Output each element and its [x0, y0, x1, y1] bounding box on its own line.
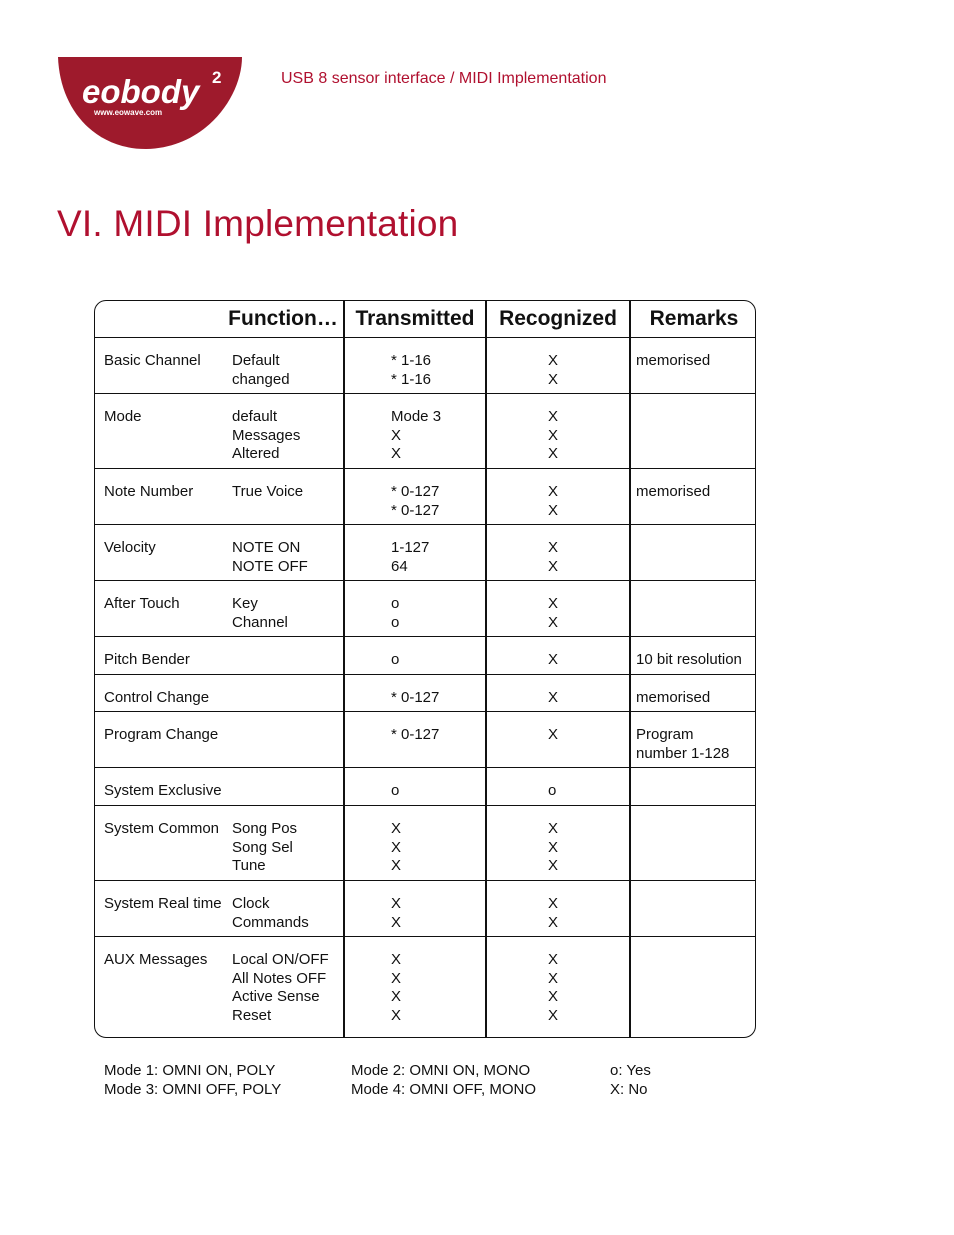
cell-recognized: X X X — [548, 408, 559, 462]
cell-function: System Exclusive — [104, 782, 222, 799]
cell-sub: Clock Commands — [232, 895, 309, 931]
table-row — [95, 581, 755, 637]
cell-function: Basic Channel — [104, 352, 201, 369]
cell-sub: Song Pos Song Sel Tune — [232, 820, 298, 874]
cell-function: Control Change — [104, 689, 210, 706]
cell-transmitted: X X X X — [391, 951, 402, 1024]
header-recognized: Recognized — [499, 307, 617, 330]
cell-sub: True Voice — [232, 483, 304, 500]
cell-sub: Key Channel — [232, 595, 288, 631]
page-title: VI. MIDI Implementation — [57, 203, 459, 244]
table-row — [95, 806, 755, 881]
cell-recognized: X X — [548, 352, 559, 388]
cell-function: Pitch Bender — [104, 651, 190, 668]
cell-remarks: Program number 1-128 — [636, 726, 730, 762]
cell-transmitted: * 0-127 * 0-127 — [391, 483, 440, 519]
header-remarks: Remarks — [649, 307, 739, 330]
table-row — [95, 675, 755, 712]
midi-implementation-table — [94, 300, 756, 1038]
cell-sub: default Messages Altered — [232, 408, 301, 462]
header-subtitle: USB 8 sensor interface / MIDI Implementation — [281, 70, 607, 87]
cell-recognized: X X X — [548, 820, 559, 874]
table-row — [95, 937, 755, 1037]
cell-function: System Real time — [104, 895, 222, 912]
cell-transmitted: o — [391, 651, 400, 668]
cell-function: AUX Messages — [104, 951, 208, 968]
logo-url: www.eowave.com — [94, 108, 163, 117]
cell-recognized: o — [548, 782, 557, 799]
cell-remarks: memorised — [636, 689, 711, 706]
cell-recognized: X — [548, 651, 559, 668]
cell-transmitted: 1-127 64 — [391, 539, 430, 575]
table-header-row — [95, 301, 755, 338]
cell-sub: Default changed — [232, 352, 290, 388]
table-row — [95, 768, 755, 806]
cell-function: Note Number — [104, 483, 194, 500]
eobody-logo — [56, 56, 244, 150]
cell-recognized: X X — [548, 595, 559, 631]
cell-remarks: memorised — [636, 352, 711, 369]
cell-transmitted: * 0-127 — [391, 726, 440, 743]
cell-transmitted: X X X — [391, 820, 402, 874]
table-row — [95, 469, 755, 525]
cell-function: Velocity — [104, 539, 156, 556]
table-row — [95, 637, 755, 675]
cell-transmitted: X X — [391, 895, 402, 931]
cell-recognized: X X X X — [548, 951, 559, 1024]
cell-function: System Common — [104, 820, 220, 837]
legend-modes-left: Mode 1: OMNI ON, POLY Mode 3: OMNI OFF, POLY — [104, 1062, 282, 1098]
table-row — [95, 881, 755, 937]
cell-recognized: X X — [548, 895, 559, 931]
cell-transmitted: o — [391, 782, 400, 799]
table-row — [95, 712, 755, 768]
cell-transmitted: * 0-127 — [391, 689, 440, 706]
cell-sub: NOTE ON NOTE OFF — [232, 539, 308, 575]
table-row — [95, 338, 755, 394]
cell-remarks: memorised — [636, 483, 711, 500]
cell-recognized: X — [548, 689, 559, 706]
cell-function: Mode — [104, 408, 142, 425]
cell-transmitted: Mode 3 X X — [391, 408, 442, 462]
legend-modes-right: Mode 2: OMNI ON, MONO Mode 4: OMNI OFF, MONO — [351, 1062, 537, 1098]
cell-recognized: X — [548, 726, 559, 743]
cell-transmitted: * 1-16 * 1-16 — [391, 352, 432, 388]
header-function: Function… — [228, 307, 338, 330]
cell-function: After Touch — [104, 595, 180, 612]
cell-remarks: 10 bit resolution — [636, 651, 742, 668]
cell-sub: Local ON/OFF All Notes OFF Active Sense Reset — [232, 951, 329, 1024]
logo-superscript: 2 — [212, 68, 222, 87]
cell-function: Program Change — [104, 726, 219, 743]
legend-symbols: o: Yes X: No — [610, 1062, 651, 1098]
cell-transmitted: o o — [391, 595, 400, 631]
logo-wordmark: eobody — [82, 73, 200, 110]
header-transmitted: Transmitted — [355, 307, 475, 330]
cell-recognized: X X — [548, 539, 559, 575]
table-row — [95, 525, 755, 581]
table-row — [95, 394, 755, 469]
cell-recognized: X X — [548, 483, 559, 519]
